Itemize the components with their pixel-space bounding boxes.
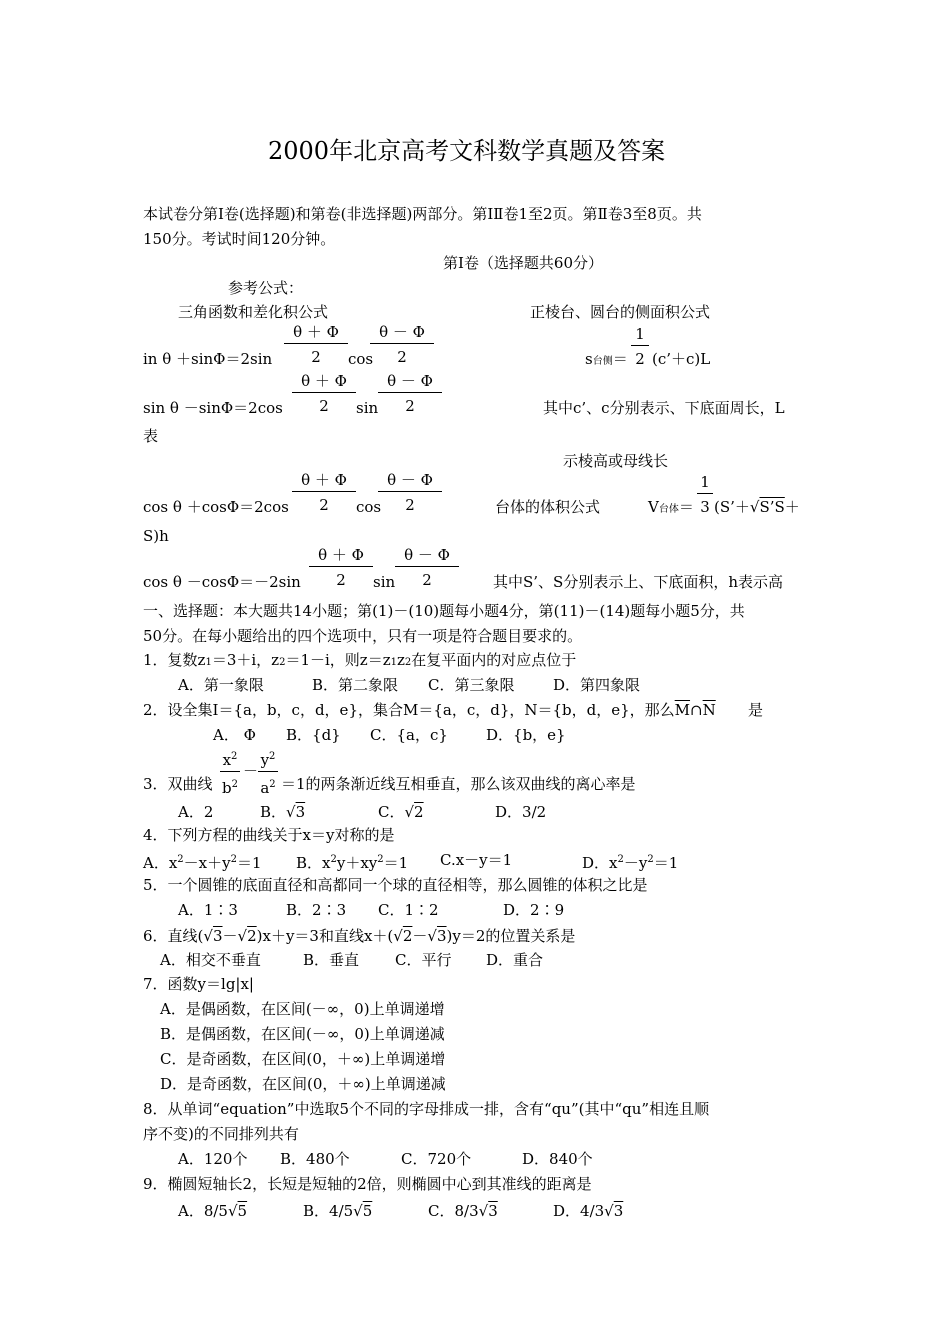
volume-frac-third: $\frac{1}{3}$ (697, 473, 713, 516)
q1-option-d: D．第四象限 (553, 676, 641, 694)
q3-option-c: C．√2 (378, 803, 424, 821)
f4-frac-sum: $\frac{\theta + \Phi}{2}$ (309, 546, 373, 589)
lateral-area-formula: s台侧＝ (585, 350, 628, 368)
f1-frac-sum: $\frac{\theta + \Phi}{2}$ (284, 323, 348, 366)
q3-option-b: B．√3 (260, 803, 306, 821)
q6-stem: 6．直线(√3－√2)x＋y＝3和直线x＋(√2－√3)y＝2的位置关系是 (143, 927, 576, 945)
q4-option-d: D．$x^2-y^2=1$ (582, 854, 679, 872)
q9-stem: 9．椭圆短轴长2，长短是短轴的2倍，则椭圆中心到其准线的距离是 (143, 1175, 592, 1193)
formula-sum-sin-mid: cos (348, 350, 374, 368)
q5-stem: 5．一个圆锥的底面直径和高都同一个球的直径相等，那么圆锥的体积之比是 (143, 876, 648, 894)
sqrt-icon: √ (227, 1202, 238, 1220)
formula-header: 参考公式： (228, 279, 304, 297)
q3-frac-y2-a2: $\frac{y^2}{a^2}$ (258, 748, 278, 797)
sqrt-icon: √ (478, 1202, 489, 1220)
q2-option-d: D．{b，e} (486, 726, 566, 744)
q8-stem-2: 序不变)的不同排列共有 (143, 1125, 299, 1143)
q3-stem: 3．双曲线 (143, 775, 213, 793)
q6-option-a: A．相交不垂直 (160, 951, 261, 969)
q7-option-a: A．是偶函数，在区间(－∞，0)上单调递增 (160, 1000, 445, 1018)
f2-frac-diff: $\frac{\theta - \Phi}{2}$ (378, 372, 442, 415)
q1-stem: 1．复数z1＝3＋i，z2＝1－i，则z＝z1z2在复平面内的对应点位于 (143, 651, 577, 669)
q2-stem-post: 是 (748, 701, 764, 719)
q5-option-b: B．2∶3 (286, 901, 347, 919)
q7-stem: 7．函数y＝lg|x| (143, 975, 254, 993)
lateral-note-1: 其中c’、c分别表示、下底面周长，L (543, 399, 785, 417)
q3-option-d: D．3/2 (495, 803, 547, 821)
q5-option-c: C．1∶2 (378, 901, 439, 919)
volume-formula-rest: (S’＋√S’S＋ (714, 498, 800, 516)
sqrt-icon: √ (203, 927, 213, 945)
q8-option-d: D．840个 (522, 1150, 593, 1168)
q1-option-c: C．第三象限 (428, 676, 515, 694)
volume-formula: V台体＝ (648, 498, 694, 516)
q8-option-b: B．480个 (280, 1150, 350, 1168)
volume-formula-cont: S)h (143, 527, 169, 545)
q9-option-a: A．8/5√5 (178, 1202, 248, 1220)
part1-instructions-2: 50分。在每小题给出的四个选项中，只有一项是符合题目要求的。 (143, 627, 583, 645)
q7-option-d: D．是奇函数，在区间(0，＋∞)上单调递减 (160, 1075, 446, 1093)
q4-option-a: A．$x^2-x+y^2=1$ (143, 854, 262, 872)
q3-frac-x2-b2: $\frac{x^2}{b^2}$ (220, 748, 240, 797)
sqrt-icon: √ (427, 927, 437, 945)
q7-option-c: C．是奇函数，在区间(0，＋∞)上单调递增 (160, 1050, 446, 1068)
f3-frac-sum: $\frac{\theta + \Phi}{2}$ (292, 471, 356, 514)
q4-option-b: B．$x^2y+xy^2=1$ (296, 854, 409, 872)
sqrt-icon: √ (749, 498, 760, 516)
q4-stem: 4．下列方程的曲线关于x＝y对称的是 (143, 826, 395, 844)
intro-line-2: 150分。考试时间120分钟。 (143, 230, 336, 248)
q3-stem-post: ＝1的两条渐近线互相垂直，那么该双曲线的离心率是 (281, 775, 636, 793)
lateral-area-rest: (c’＋c)L (652, 350, 711, 368)
q9-option-d: D．4/3√3 (553, 1202, 624, 1220)
formula-diff-sin: sin θ －sinΦ＝2cos (143, 399, 283, 417)
formula-diff-cos-mid: sin (373, 573, 396, 591)
q5-option-d: D．2∶9 (503, 901, 565, 919)
f4-frac-diff: $\frac{\theta - \Phi}{2}$ (395, 546, 459, 589)
frustum-lateral-title: 正棱台、圆台的侧面积公式 (530, 303, 711, 321)
q2-option-b: B．{d} (286, 726, 341, 744)
q6-option-d: D．重合 (486, 951, 544, 969)
section-heading: 第Ⅰ卷（选择题共60分） (443, 254, 604, 272)
page-title: 2000年北京高考文科数学真题及答案 (268, 137, 666, 165)
lateral-note-1-cont: 表 (143, 427, 159, 445)
q4-option-c: C.x－y＝1 (440, 851, 513, 869)
q2-option-a: A． Φ (213, 726, 256, 744)
q2-stem: 2．设全集I＝{a，b，c，d，e}，集合M＝{a，c，d}，N＝{b，d，e}，那么$\overline{M}\cap\overline{N}$ (143, 701, 716, 719)
q3-frac-minus: － (243, 762, 259, 780)
f3-frac-diff: $\frac{\theta - \Phi}{2}$ (378, 471, 442, 514)
formula-sum-cos: cos θ ＋cosΦ＝2cos (143, 498, 289, 516)
q6-option-b: B．垂直 (303, 951, 360, 969)
q1-option-b: B．第二象限 (312, 676, 399, 694)
intro-line-1: 本试卷分第Ⅰ卷(选择题)和第卷(非选择题)两部分。第ⅠⅡ卷1至2页。第Ⅱ卷3至8页。共 (143, 205, 702, 223)
formula-diff-sin-mid: sin (356, 399, 379, 417)
part1-instructions-1: 一、选择题：本大题共14小题；第(1)－(10)题每小题4分，第(11)－(14)题每小题5分，共 (143, 602, 745, 620)
trig-formula-title: 三角函数和差化积公式 (178, 303, 329, 321)
q5-option-a: A．1∶3 (178, 901, 238, 919)
q2-option-c: C．{a，c} (370, 726, 448, 744)
q8-option-a: A．120个 (178, 1150, 248, 1168)
volume-note: 其中S’、S分别表示上、下底面积，h表示高 (493, 573, 783, 591)
formula-sum-sin: in θ ＋sinΦ＝2sin (143, 350, 273, 368)
formula-sum-cos-mid: cos (356, 498, 382, 516)
f1-frac-diff: $\frac{\theta - \Phi}{2}$ (370, 323, 434, 366)
q9-option-b: B．4/5√5 (303, 1202, 373, 1220)
q8-option-c: C．720个 (401, 1150, 472, 1168)
volume-formula-title: 台体的体积公式 (495, 498, 601, 516)
sqrt-icon: √ (404, 803, 415, 821)
sqrt-icon: √ (237, 927, 248, 945)
sqrt-icon: √ (286, 803, 296, 821)
q8-stem-1: 8．从单词“equation”中选取5个不同的字母排成一排，含有“qu”(其中“qu”相连且顺 (143, 1100, 710, 1118)
f2-frac-sum: $\frac{\theta + \Phi}{2}$ (292, 372, 356, 415)
formula-diff-cos: cos θ －cosΦ＝－2sin (143, 573, 301, 591)
lateral-note-2: 示棱高或母线长 (563, 452, 669, 470)
q6-option-c: C．平行 (395, 951, 452, 969)
lateral-frac-half: $\frac{1}{2}$ (631, 325, 649, 368)
sqrt-icon: √ (604, 1202, 614, 1220)
sqrt-icon: √ (353, 1202, 363, 1220)
q1-option-a: A．第一象限 (178, 676, 264, 694)
q9-option-c: C．8/3√3 (428, 1202, 498, 1220)
sqrt-icon: √ (393, 927, 403, 945)
q3-option-a: A．2 (178, 803, 214, 821)
q7-option-b: B．是偶函数，在区间(－∞，0)上单调递减 (160, 1025, 445, 1043)
